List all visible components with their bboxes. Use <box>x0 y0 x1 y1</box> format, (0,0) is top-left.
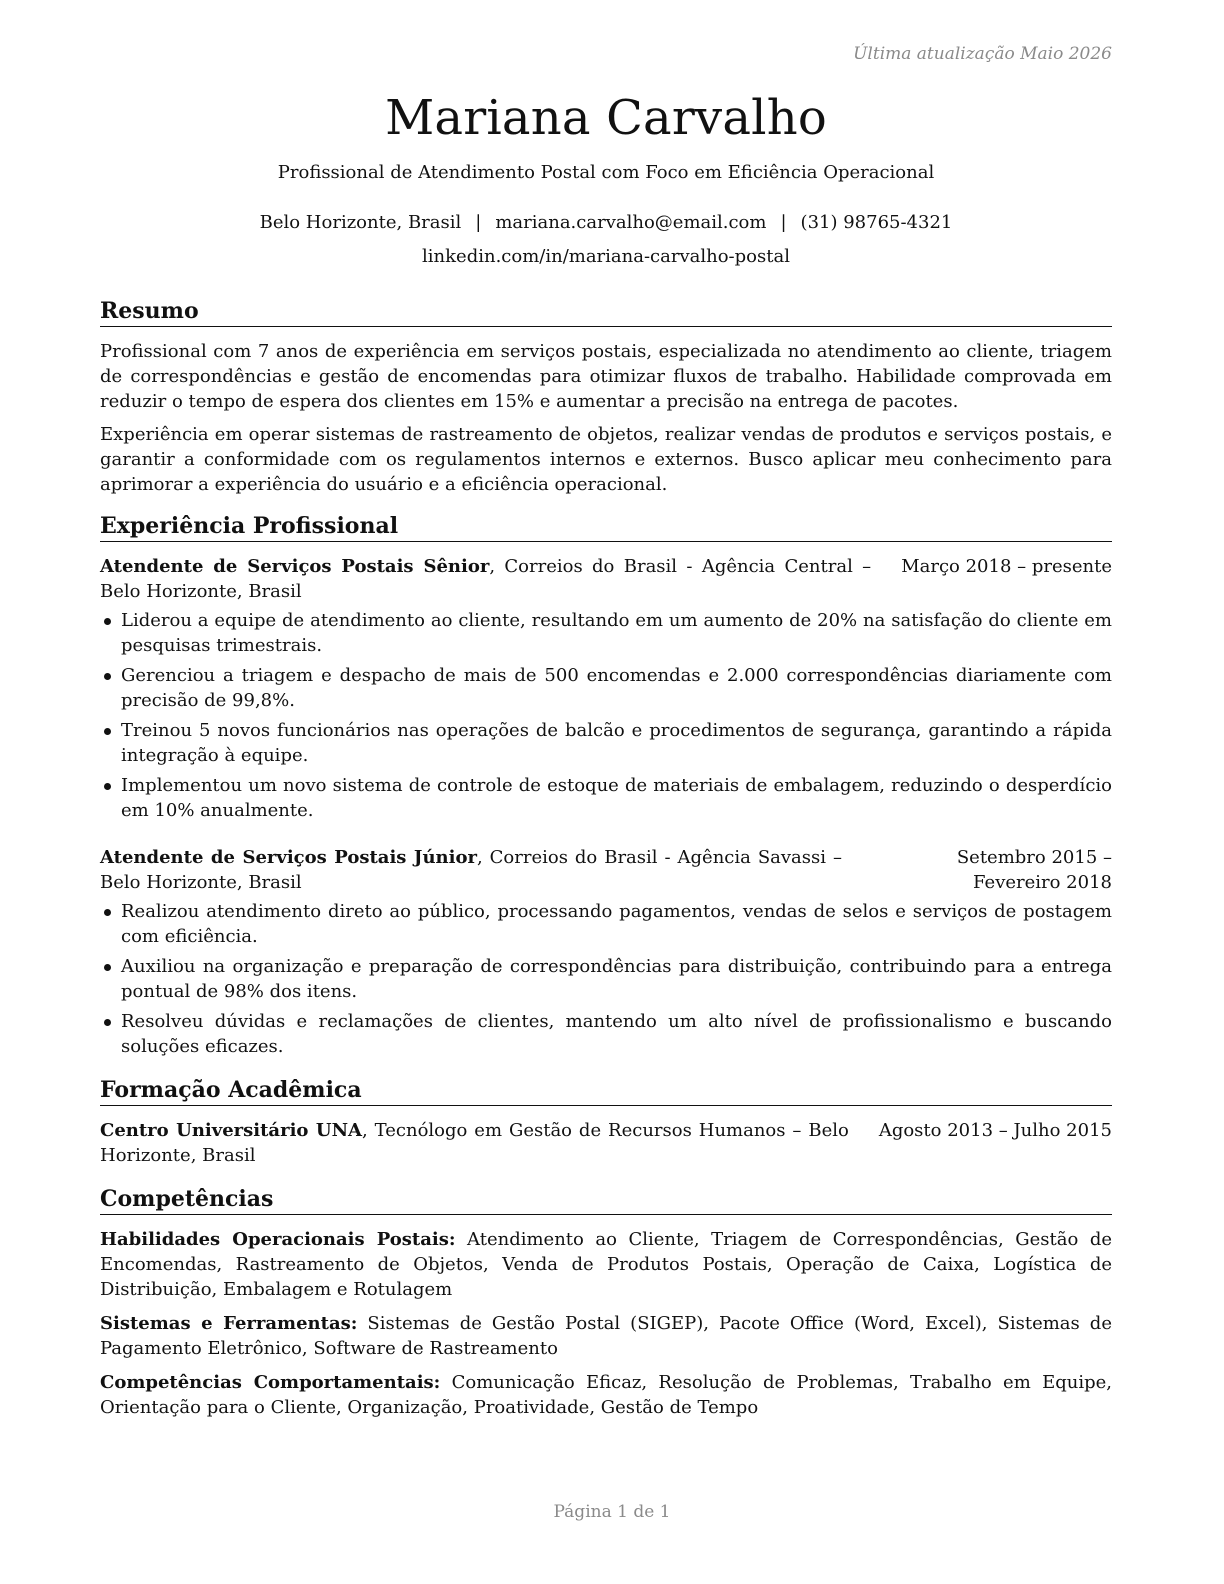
job-header <box>100 845 1112 895</box>
skills-section <box>100 1186 1112 1420</box>
skill-group <box>100 1370 1112 1420</box>
job-bullets <box>100 899 1112 1059</box>
job-bullet: Resolveu dúvidas e reclamações de clientes, mantendo um alto nível de profissionalismo e buscando soluções eficazes. <box>100 1009 1112 1059</box>
job-bullet: Implementou um novo sistema de controle de estoque de materiais de embalagem, reduzindo o desperdício em 10% anualmente. <box>100 773 1112 823</box>
skill-group-label: Habilidades Operacionais Postais: <box>100 1229 456 1250</box>
skill-group-label: Competências Comportamentais: <box>100 1372 441 1393</box>
job-title: Atendente de Serviços Postais Júnior <box>100 847 477 868</box>
candidate-headline: Profissional de Atendimento Postal com Foco em Eficiência Operacional <box>277 162 935 183</box>
job-bullet: Treinou 5 novos funcionários nas operações de balcão e procedimentos de segurança, garantindo a rápida integração à equipe. <box>100 718 1112 768</box>
job-role-line <box>100 554 901 604</box>
job-bullet: Auxiliou na organização e preparação de correspondências para distribuição, contribuindo para a entrega pontual de 98% dos itens. <box>100 954 1112 1004</box>
contact-line <box>100 210 1112 236</box>
job-dates: Setembro 2015 – Fevereiro 2018 <box>956 847 1112 893</box>
job-bullet: Realizou atendimento direto ao público, processando pagamentos, vendas de selos e serviços de postagem com eficiência. <box>100 899 1112 949</box>
email-link[interactable]: mariana.carvalho@email.com <box>495 212 767 233</box>
job-organization: , Correios do Brasil - Agência Central – Belo Horizonte, Brasil <box>100 556 872 602</box>
job-entry <box>100 554 1112 823</box>
location-text: Belo Horizonte, Brasil <box>259 212 462 233</box>
job-dates: Março 2018 – presente <box>901 556 1112 577</box>
job-bullet: Liderou a equipe de atendimento ao cliente, resultando em um aumento de 20% na satisfação do cliente em pesquisas trimestrais. <box>100 608 1112 658</box>
section-title-education: Formação Acadêmica <box>100 1077 1112 1106</box>
skill-group <box>100 1311 1112 1361</box>
page-number: Página 1 de 1 <box>553 1502 671 1522</box>
summary-section <box>100 298 1112 497</box>
skill-group-label: Sistemas e Ferramentas: <box>100 1313 358 1334</box>
phone-text: (31) 98765-4321 <box>800 212 953 233</box>
last-updated-note: Última atualização Maio 2026 <box>853 44 1112 64</box>
summary-paragraph: Experiência em operar sistemas de rastreamento de objetos, realizar vendas de produtos e serviços postais, e garantir a conformidade com os regulamentos internos e externos. Busco aplicar meu conhecimento para aprimorar a experiência do usuário e a eficiência operacional. <box>100 424 1112 495</box>
school-name: Centro Universitário UNA <box>100 1120 363 1141</box>
skill-group-items: Sistemas de Gestão Postal (SIGEP), Pacote Office (Word, Excel), Sistemas de Pagamento Eletrônico, Software de Rastreamento <box>100 1313 1112 1359</box>
skill-group-items: Atendimento ao Cliente, Triagem de Correspondências, Gestão de Encomendas, Rastreamento de Objetos, Venda de Produtos Postais, Operação de Caixa, Logística de Distribuição, Embalagem e Rotulagem <box>100 1229 1112 1300</box>
job-header <box>100 554 1112 604</box>
linkedin-link[interactable]: linkedin.com/in/mariana-carvalho-postal <box>422 246 790 267</box>
job-role-line <box>100 845 872 895</box>
job-title: Atendente de Serviços Postais Sênior <box>100 556 490 577</box>
job-entry <box>100 845 1112 1059</box>
linkedin-line <box>100 244 1112 270</box>
education-entry <box>100 1118 1112 1168</box>
job-bullet: Gerenciou a triagem e despacho de mais de 500 encomendas e 2.000 correspondências diariamente com precisão de 99,8%. <box>100 663 1112 713</box>
contact-separator: | <box>780 212 787 233</box>
section-title-summary: Resumo <box>100 298 1112 327</box>
education-section <box>100 1077 1112 1168</box>
section-title-experience: Experiência Profissional <box>100 513 1112 542</box>
education-dates: Agosto 2013 – Julho 2015 <box>878 1120 1112 1141</box>
education-line <box>100 1118 879 1168</box>
skill-group-items: Comunicação Eficaz, Resolução de Problemas, Trabalho em Equipe, Orientação para o Cliente, Organização, Proatividade, Gestão de Tempo <box>100 1372 1112 1418</box>
job-organization: , Correios do Brasil - Agência Savassi – Belo Horizonte, Brasil <box>100 847 842 893</box>
summary-paragraph: Profissional com 7 anos de experiência em serviços postais, especializada no atendimento ao cliente, triagem de correspondências e gestão de encomendas para otimizar fluxos de trabalho. Habilidade comprovada em reduzir o tempo de espera dos clientes em 15% e aumentar a precisão na entrega de pacotes. <box>100 341 1112 412</box>
section-title-skills: Competências <box>100 1186 1112 1215</box>
job-bullets <box>100 608 1112 823</box>
resume-content <box>100 0 1112 1429</box>
experience-section <box>100 513 1112 1059</box>
candidate-name: Mariana Carvalho <box>385 90 827 146</box>
skill-group <box>100 1227 1112 1302</box>
contact-separator: | <box>475 212 482 233</box>
degree-detail: , Tecnólogo em Gestão de Recursos Humanos – Belo Horizonte, Brasil <box>100 1120 849 1166</box>
